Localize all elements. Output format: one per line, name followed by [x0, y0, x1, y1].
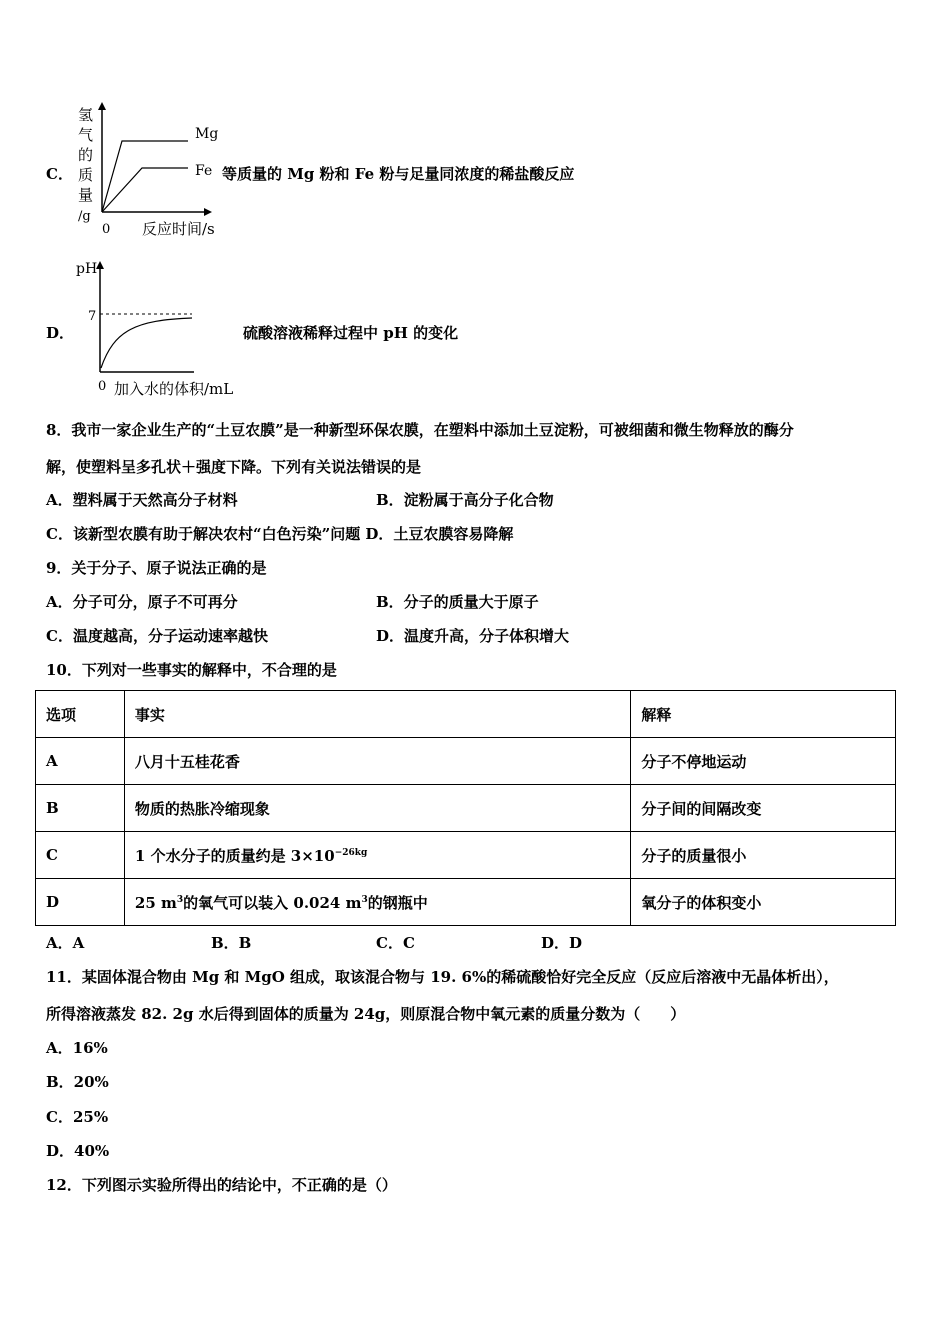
q11-option-d: D．40%	[46, 1142, 110, 1160]
q8-option-b: B．淀粉属于高分子化合物	[376, 491, 554, 509]
q9-option-a: A．分子可分，原子不可再分	[46, 593, 238, 611]
q12-stem: 12．下列图示实验所得出的结论中，不正确的是（）	[46, 1176, 397, 1194]
q10-stem: 10．下列对一些事实的解释中，不合理的是	[46, 661, 337, 679]
origin-label: 0	[102, 222, 111, 237]
header-fact: 事实	[124, 691, 630, 738]
y-label-char: 氢	[78, 106, 94, 124]
hydrogen-mass-graph	[70, 100, 230, 240]
q11-option-c: C．25%	[46, 1108, 109, 1126]
option-d-description: 硫酸溶液稀释过程中 pH 的变化	[243, 324, 459, 342]
q8-stem-line1: 8．我市一家企业生产的“土豆农膜”是一种新型环保农膜，在塑料中添加土豆淀粉，可被细菌和微生物释放的酶分	[46, 421, 794, 439]
q8-stem-line2: 解，使塑料呈多孔状＋强度下降。下列有关说法错误的是	[46, 458, 422, 476]
q10-answer-c: C．C	[376, 934, 415, 952]
fact-text: 1 个水分子的质量约是 3×10	[134, 846, 335, 865]
row-explanation: 氧分子的体积变小	[631, 879, 896, 926]
q10-answer-d: D．D	[541, 934, 583, 952]
row-fact: 八月十五桂花香	[124, 738, 630, 785]
ph-axis-label: pH	[76, 261, 98, 277]
row-fact	[124, 832, 630, 879]
fact-text: 的氧气可以装入 0.024 m	[183, 893, 362, 912]
fe-label: Fe	[195, 163, 213, 179]
row-explanation: 分子不停地运动	[631, 738, 896, 785]
q9-stem: 9．关于分子、原子说法正确的是	[46, 559, 267, 577]
y-label-char: 量	[78, 186, 94, 204]
table-row	[36, 785, 896, 832]
q11-option-b: B．20%	[46, 1073, 109, 1091]
y-unit: /g	[78, 209, 91, 224]
fact-text: 25 m	[134, 893, 177, 912]
option-c-description: 等质量的 Mg 粉和 Fe 粉与足量同浓度的稀盐酸反应	[222, 165, 575, 183]
table-row	[36, 832, 896, 879]
mg-label: Mg	[195, 126, 219, 142]
x-axis-label: 反应时间/s	[142, 220, 215, 238]
row-fact	[124, 879, 630, 926]
ph-dilution-graph	[74, 258, 254, 400]
q8-option-cd: C．该新型农膜有助于解决农村“白色污染”问题 D．土豆农膜容易降解	[46, 525, 514, 543]
row-fact: 物质的热胀冷缩现象	[124, 785, 630, 832]
fact-text: 的钢瓶中	[367, 893, 428, 912]
q9-option-d: D．温度升高，分子体积增大	[376, 627, 570, 645]
fact-exponent: 3	[176, 894, 184, 905]
q11-stem-line2: 所得溶液蒸发 82. 2g 水后得到固体的质量为 24g，则原混合物中氧元素的质量分数为（ ）	[46, 1005, 686, 1023]
y-axis-arrow	[96, 261, 104, 269]
q8-option-a: A．塑料属于天然高分子材料	[46, 491, 238, 509]
header-option: 选项	[36, 691, 125, 738]
fe-curve	[102, 168, 188, 212]
fact-exponent: 3	[361, 894, 368, 905]
q9-option-b: B．分子的质量大于原子	[376, 593, 539, 611]
q11-option-a: A．16%	[46, 1039, 108, 1057]
q10-answer-a: A．A	[46, 934, 85, 952]
option-c-letter: C．	[46, 165, 73, 183]
x-axis-label: 加入水的体积/mL	[114, 380, 234, 398]
tick-7-label: 7	[88, 309, 97, 324]
y-label-char: 质	[78, 166, 94, 184]
option-d-letter: D．	[46, 324, 75, 342]
y-label-char: 气	[78, 126, 94, 144]
row-explanation: 分子的质量很小	[631, 832, 896, 879]
table-row	[36, 738, 896, 785]
row-option: C	[36, 832, 125, 879]
y-label-char: 的	[78, 146, 94, 164]
x-axis-arrow	[204, 208, 212, 216]
row-explanation: 分子间的间隔改变	[631, 785, 896, 832]
table-row	[36, 879, 896, 926]
fact-exponent: −26kg	[334, 847, 368, 858]
row-option: D	[36, 879, 125, 926]
row-option: B	[36, 785, 125, 832]
q11-stem-line1: 11．某固体混合物由 Mg 和 MgO 组成，取该混合物与 19. 6%的稀硫酸恰好完全反应（反应后溶液中无晶体析出），	[46, 968, 839, 986]
origin-label: 0	[98, 379, 107, 394]
q10-table	[35, 690, 896, 926]
header-explanation: 解释	[631, 691, 896, 738]
ph-curve	[101, 318, 192, 368]
mg-curve	[102, 141, 188, 212]
y-axis-arrow	[98, 102, 106, 110]
q10-answer-b: B．B	[211, 934, 252, 952]
row-option: A	[36, 738, 125, 785]
q9-option-c: C．温度越高，分子运动速率越快	[46, 627, 268, 645]
table-header-row	[36, 691, 896, 738]
